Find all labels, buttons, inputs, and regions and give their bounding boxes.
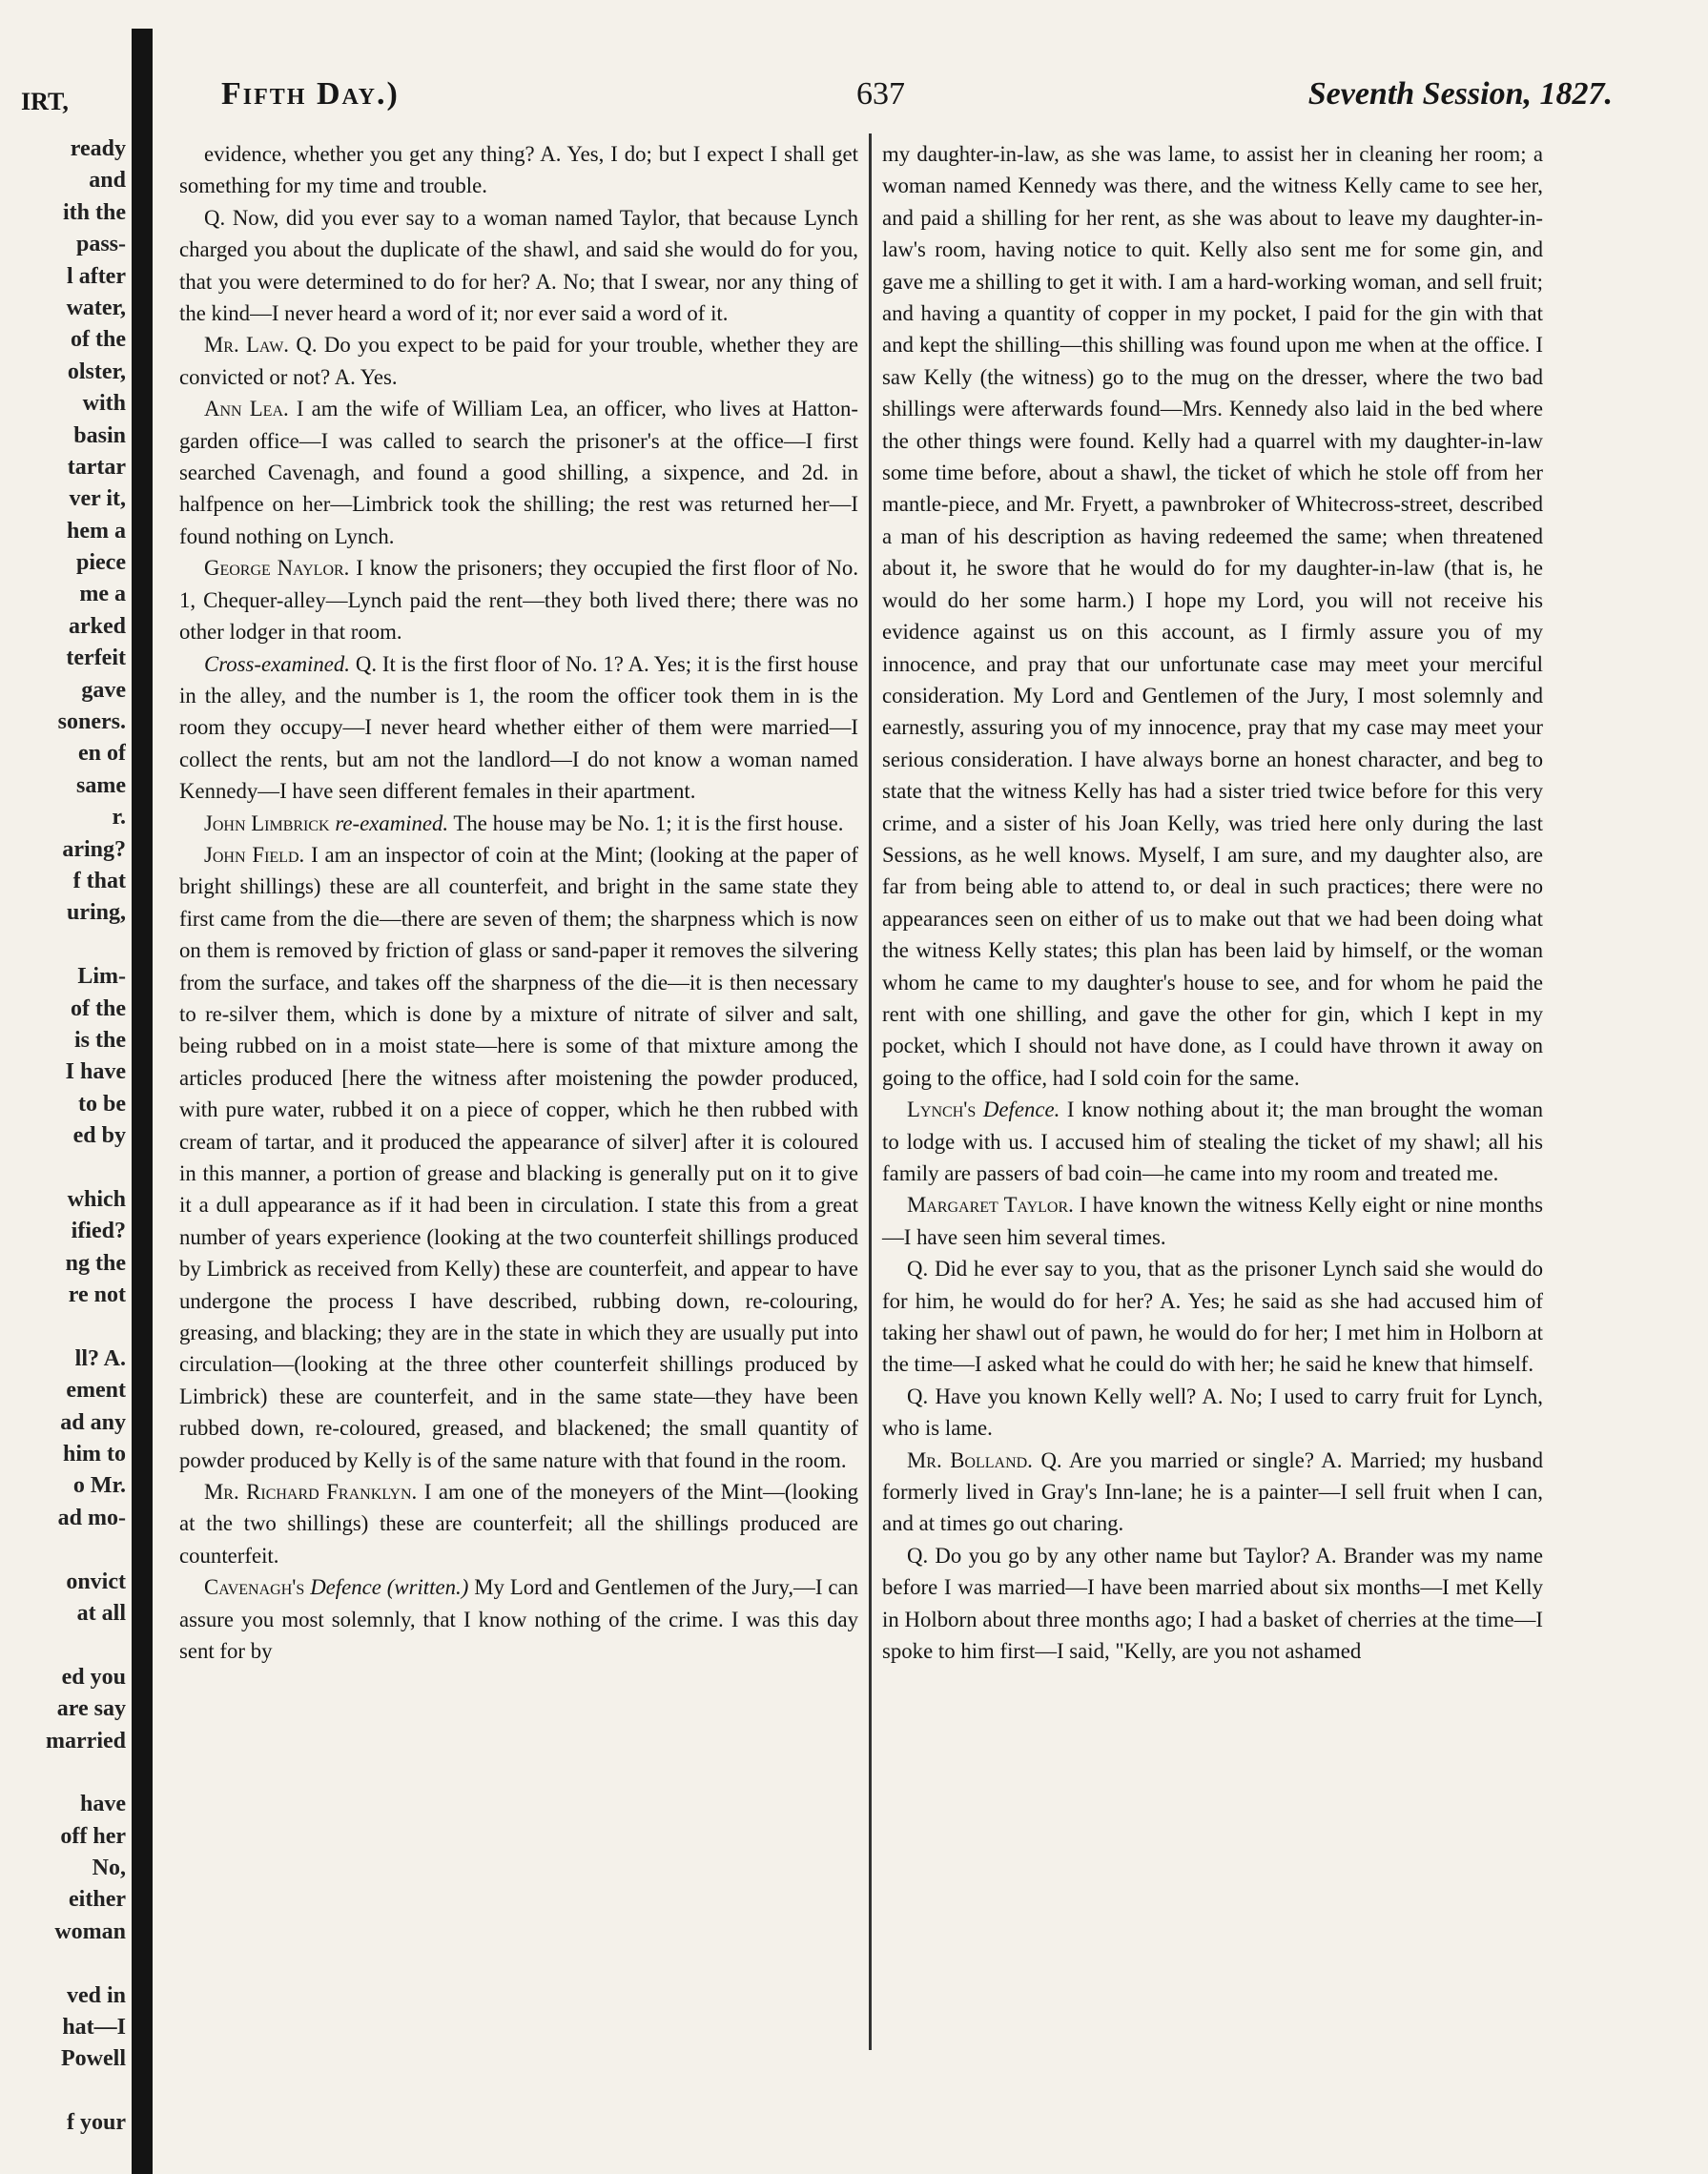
margin-fragment: ed you [61, 1664, 126, 1690]
paragraph [179, 1571, 858, 1667]
margin-fragment: either [69, 1887, 126, 1913]
margin-fragment: him to [63, 1442, 126, 1467]
margin-fragment: ver it, [69, 486, 126, 512]
margin-fragment: with [82, 391, 126, 417]
speaker-name: Cross-examined. [204, 651, 351, 676]
margin-fragment: and [89, 168, 126, 194]
margin-fragment: f your [67, 2110, 126, 2136]
speaker-name: Mr. Bolland. [907, 1447, 1033, 1472]
paragraph-text: I am an inspector of coin at the Mint; (looking at the paper of bright shillings) these are all counterfeit, and bright in the same state they first came from the die—there are seven of them; the sharpness which is now on them is removed by friction of glass or sand-paper it removes the silvering from the surface, and takes off the sharpness of the die—it is then necessary to re-silver them, which is done by a mixture of nitrate of silver and salt, being rubbed on in a moist state—here is some of that mixture among the articles produced [here the witness after moistening the powder produced, with pure water, rubbed it on a piece of copper, which he then rubbed with cream of tartar, and it produced the appearance of silver] after it is coloured in this manner, a portion of grease and blacking is generally put on it to give it a dull appearance as if it had been in circulation. I state this from a great number of years experience (looking at the two counterfeit shillings produced by Limbrick as received from Kelly) these are counterfeit, and appear to have undergone the process I have described, rubbing down, re-colouring, greasing, and blacking; they are in the state in which they are usually put into circulation—(looking at the three other counterfeit shillings produced by Limbrick) these are counterfeit, and in the same state—they have been rubbed down, re-coloured, greased, and blackened; the small quantity of powder produced by Kelly is of the same nature with that found in the room. [179, 842, 859, 1472]
margin-fragment: of the [71, 327, 126, 353]
paragraph [882, 138, 1543, 1094]
margin-fragment: of the [71, 995, 126, 1021]
margin-fragment: married [46, 1728, 126, 1754]
margin-fragment [0, 1311, 126, 1343]
paragraph [882, 1189, 1543, 1253]
page-number: 637 [856, 76, 905, 112]
margin-fragment: woman [54, 1918, 126, 1944]
margin-fragment: at all [76, 1600, 126, 1626]
margin-fragment: I have [65, 1059, 126, 1085]
paragraph-text: The house may be No. 1; it is the first house. [453, 810, 844, 835]
margin-fragment: have [80, 1792, 126, 1817]
paragraph-text: my daughter-in-law, as she was lame, to assist her in cleaning her room; a woman named Kennedy was there, and the witness Kelly came to see her, and paid a shilling for her rent, as she was about to leave my daughter-in-law's room, having notice to quit. Kelly also sent me for some gin, and gave me a shilling to get it with. I am a hard-working woman, and sell fruit; and having a quantity of copper in my pocket, I paid for the gin with that and kept the shilling—this shilling was found upon me when at the office. I saw Kelly (the witness) go to the mug on the dresser, where the two bad shillings were afterwards found—Mrs. Kennedy also laid in the bed where the other things were found. Kelly had a quarrel with my daughter-in-law some time before, about a shawl, the ticket of which he stole off from her mantle-piece, and Mr. Fryett, a pawnbroker of Whitecross-street, described a man of his description as having redeemed the same; when threatened about it, he swore that he would do for my daughter-in-law (that is, he would do her some harm.) I hope my Lord, you will not receive his evidence against us on this account, as I firmly assure you of my innocence, and pray that our unfortunate case may meet your merciful consideration. My Lord and Gentlemen of the Jury, I most solemnly and earnestly, assuring you of my innocence, pray that my case may meet your serious consideration. I have always borne an honest character, and beg to state that the witness Kelly has had a sister tried twice before for this very crime, and a sister of his Joan Kelly, was tried here only during the last Sessions, as he well knows. Myself, I am sure, and my daughter also, are far from being able to attend to, or deal in such practices; there were no appearances seen on either of us to make out that we had been doing what the witness Kelly states; this plan has been laid by himself, or the woman whom he came to my daughter's house to see, and for whom he paid the rent with one shilling, and gave the other for gin, which I kept in my pocket, which I should not have done, as I could have thrown it away on going to the office, had I sold coin for the same. [882, 142, 1543, 1090]
paragraph-text: Q. It is the first floor of No. 1? A. Yes; it is the first house in the alley, and the number is 1, the room the officer took them in is the room they occupy—I never heard whether either of them were married—I collect the rents, but am not the landlord—I do not know a woman named Kennedy—I have seen different females in their apartment. [179, 651, 859, 804]
speaker-name: Mr. Law. [204, 333, 289, 358]
margin-fragment [0, 1630, 126, 1661]
margin-fragment: onvict [66, 1569, 126, 1594]
paragraph-text: Q. Do you expect to be paid for your trouble, whether they are convicted or not? A. Yes. [179, 333, 858, 389]
column-divider [869, 133, 872, 2050]
speaker-name: Mr. Richard Franklyn. [204, 1480, 418, 1505]
margin-fragment: ith the [63, 199, 126, 225]
margin-fragment: ready [70, 136, 126, 161]
paragraph-text: My Lord and Gentlemen of the Jury,—I can assure you most solemnly, that I know nothing of the crime. I was this day sent for by [179, 1575, 858, 1664]
margin-fragment: is the [74, 1027, 126, 1053]
margin-fragment [0, 1153, 126, 1184]
margin-fragment: are say [56, 1696, 126, 1722]
paragraph [882, 1540, 1543, 1668]
margin-fragment [0, 1534, 126, 1566]
paragraph-text: I am one of the moneyers of the Mint—(looking at the two shillings) these are counterfeit; all the shillings produced are counterfeit. [179, 1480, 858, 1568]
margin-fragment: which [67, 1186, 126, 1212]
speaker-name: Margaret Taylor. [907, 1193, 1074, 1218]
speaker-name: Ann Lea. [204, 397, 289, 421]
paragraph [882, 1253, 1543, 1381]
margin-fragment: Powell [61, 2046, 126, 2072]
margin-fragment: ved in [66, 1982, 126, 2008]
margin-fragment: hem a [67, 518, 126, 544]
speaker-name: Cavenagh's [204, 1575, 305, 1600]
margin-fragment: l after [67, 263, 126, 289]
speaker-name: John Field. [204, 842, 305, 867]
margin-fragment: re not [68, 1282, 126, 1308]
paragraph-text: evidence, whether you get any thing? A. Yes, I do; but I expect I shall get something for my time and trouble. [179, 142, 858, 198]
margin-fragment: f that [72, 868, 126, 893]
speaker-qualifier: re-examined. [335, 810, 449, 835]
margin-fragment [0, 1948, 126, 1979]
margin-fragment: ng the [65, 1250, 126, 1276]
margin-fragment: ified? [71, 1219, 126, 1244]
speaker-qualifier: Defence. [982, 1097, 1060, 1122]
paragraph [179, 202, 858, 330]
margin-fragment: olster, [67, 359, 126, 384]
margin-fragment: ll? A. [74, 1345, 126, 1371]
paragraph [882, 1094, 1543, 1189]
margin-fragment: o Mr. [72, 1473, 126, 1499]
margin-fragment: uring, [66, 900, 126, 926]
margin-fragment [0, 2076, 126, 2107]
margin-fragment: ad mo- [57, 1505, 126, 1530]
paragraph-text: I know nothing about it; the man brought the woman to lodge with us. I accused him of stealing the ticket of my shawl; all his family are passers of bad coin—he came into my room and treated me. [882, 1097, 1543, 1185]
margin-fragment: ement [66, 1378, 126, 1404]
margin-fragment [0, 930, 126, 961]
margin-fragment [0, 1757, 126, 1789]
book-spine-shadow [132, 29, 153, 2174]
paragraph [179, 839, 858, 1476]
left-column [179, 138, 858, 1668]
margin-fragment: piece [76, 550, 126, 576]
paragraph [179, 648, 858, 808]
margin-fragment: to be [78, 1091, 126, 1117]
margin-fragment: basin [73, 422, 126, 448]
paragraph [179, 329, 858, 393]
margin-fragment: aring? [62, 836, 126, 862]
margin-fragment: No, [92, 1856, 126, 1881]
speaker-name: John Limbrick [204, 810, 330, 835]
margin-fragment: r. [112, 805, 126, 831]
margin-fragment: ed by [72, 1123, 126, 1149]
paragraph [179, 1476, 858, 1571]
margin-fragment: water, [66, 295, 126, 320]
speaker-name: Lynch's [907, 1097, 977, 1122]
margin-fragment: arked [69, 613, 126, 639]
paragraph-text: Q. Have you known Kelly well? A. No; I used to carry fruit for Lynch, who is lame. [882, 1384, 1543, 1441]
paragraph-text: Q. Do you go by any other name but Taylor? A. Brander was my name before I was married—I have been married about six months—I met Kelly in Holborn about three months ago; I had a basket of cherries at the time—I spoke to him first—I said, "Kelly, are you not ashamed [882, 1543, 1543, 1664]
margin-fragment: soners. [57, 709, 126, 735]
margin-fragment: same [76, 772, 126, 798]
margin-fragment: en of [78, 741, 126, 767]
paragraph [179, 808, 858, 839]
speaker-name: George Naylor. [204, 556, 350, 581]
paragraph-text: Q. Did he ever say to you, that as the prisoner Lynch said she would do for him, he would do for her? A. Yes; he said as she had accused him of taking her shawl out of pawn, he would do for her; I met him in Holborn at the time—I asked what he could do with her; he said he knew that himself. [882, 1257, 1543, 1377]
running-head-right: Seventh Session, 1827. [1307, 76, 1613, 112]
paragraph [179, 138, 858, 202]
margin-fragment: pass- [75, 232, 126, 257]
previous-page-bleed [0, 133, 126, 2140]
paragraph-text: I know the prisoners; they occupied the first floor of No. 1, Chequer-alley—Lynch paid the rent—they both lived there; there was no other lodger in that room. [179, 556, 859, 645]
margin-fragment: me a [79, 582, 126, 607]
margin-fragment: tartar [67, 454, 126, 480]
margin-fragment: off her [60, 1823, 126, 1849]
paragraph [882, 1381, 1543, 1445]
right-column [882, 138, 1543, 1668]
margin-fragment: ad any [60, 1409, 126, 1435]
speaker-qualifier: Defence (written.) [310, 1575, 469, 1600]
paragraph-text: Q. Now, did you ever say to a woman named Taylor, that because Lynch charged you about the duplicate of the shawl, and said she would do for you, that you were determined to do for her? A. No; that I swear, nor any thing of the kind—I never heard a word of it; nor ever said a word of it. [179, 205, 858, 326]
margin-fragment: terfeit [66, 646, 126, 671]
paragraph [179, 393, 858, 552]
margin-fragment: gave [81, 677, 126, 703]
paragraph-text: Q. Are you married or single? A. Married; my husband formerly lived in Gray's Inn-lane; he is a painter—I sell fruit when I can, and at times go out charing. [882, 1447, 1543, 1536]
paragraph [882, 1445, 1543, 1540]
paragraph-text: I have known the witness Kelly eight or nine months—I have seen him several times. [882, 1193, 1543, 1249]
margin-fragment: hat—I [62, 2015, 126, 2041]
paragraph-text: I am the wife of William Lea, an officer, who lives at Hatton-garden office—I was called to search the prisoner's at the office—I first searched Cavenagh, and found a good shilling, a sixpence, and 2d. in halfpence on her—Limbrick took the shilling; the rest was returned her—I found nothing on Lynch. [179, 397, 858, 548]
margin-fragment: Lim- [77, 964, 126, 990]
running-head-left: Fifth Day.) [221, 76, 400, 112]
margin-fragment-top: IRT, [21, 88, 69, 115]
paragraph [179, 552, 858, 647]
